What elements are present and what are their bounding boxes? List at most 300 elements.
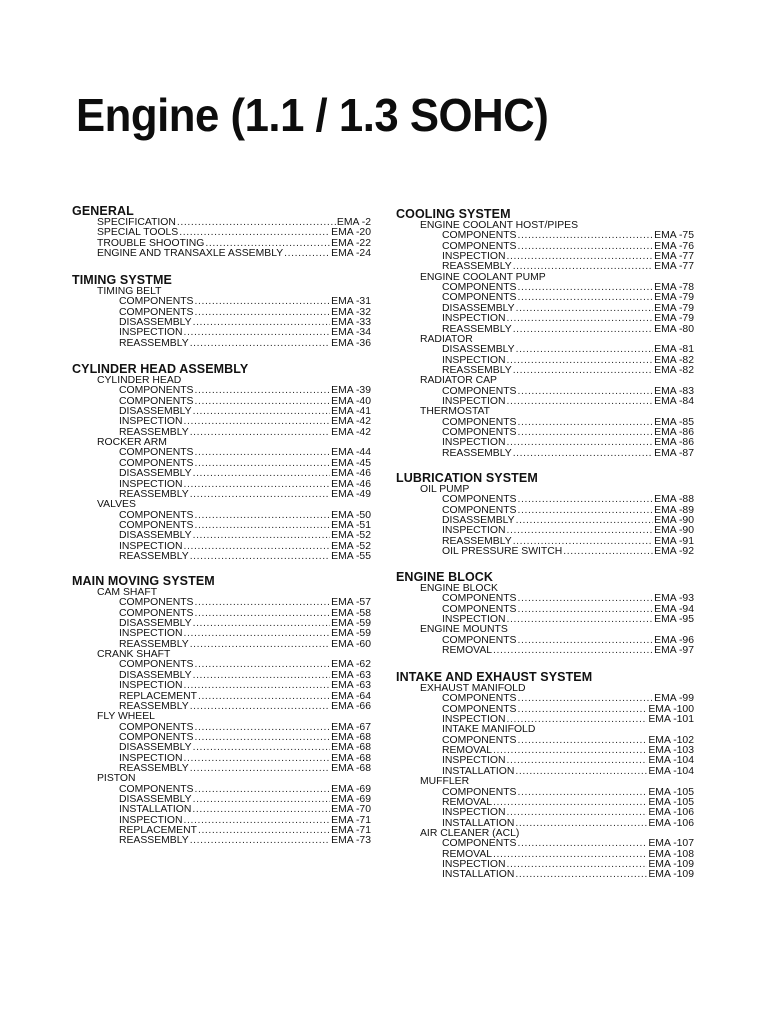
dot-leader [184, 754, 331, 764]
toc-entry-label: INSPECTION [442, 858, 506, 870]
toc-subsection-label: RADIATOR [420, 333, 473, 345]
toc-entry-label: COMPONENTS [442, 494, 517, 506]
toc-entry[interactable] [119, 805, 371, 815]
toc-entry-page: EMA -93 [654, 593, 694, 605]
dot-leader [194, 521, 330, 531]
dot-leader [194, 723, 330, 733]
dot-leader [184, 328, 331, 338]
toc-entry-page: EMA -70 [331, 804, 371, 816]
toc-entry-label: REASSEMBLY [119, 835, 189, 847]
dot-leader [513, 449, 653, 459]
toc-entry-label: INSPECTION [442, 614, 506, 626]
toc-subsection-label: ROCKER ARM [97, 437, 167, 449]
dot-leader [515, 767, 647, 777]
toc-entry-page: EMA -63 [331, 669, 371, 681]
toc-entry-page: EMA -20 [331, 227, 371, 239]
dot-leader [194, 733, 330, 743]
toc-entry-label: INSPECTION [119, 752, 183, 764]
toc-subsection-label: CRANK SHAFT [97, 649, 171, 661]
toc-entry-page: EMA -100 [648, 703, 694, 715]
toc-entry[interactable] [442, 293, 694, 303]
toc-entry-page: EMA -33 [331, 317, 371, 329]
dot-leader [517, 242, 653, 252]
dot-leader [513, 366, 653, 376]
toc-entry-page: EMA -82 [654, 354, 694, 366]
toc-entry-label: COMPONENTS [442, 593, 517, 605]
toc-entry[interactable] [442, 314, 694, 324]
toc-entry[interactable] [119, 764, 371, 774]
toc-entry-label: REASSEMBLY [442, 323, 512, 335]
toc-entry-page: EMA -45 [331, 457, 371, 469]
toc-entry-label: DISASSEMBLY [442, 302, 515, 314]
dot-leader [507, 756, 648, 766]
toc-entry-page: EMA -105 [648, 796, 694, 808]
dot-leader [507, 252, 654, 262]
dot-leader [194, 397, 330, 407]
toc-entry-label: COMPONENTS [119, 783, 194, 795]
toc-entry-label: DISASSEMBLY [119, 669, 192, 681]
toc-entry-label: INSPECTION [442, 395, 506, 407]
toc-entry[interactable] [119, 531, 371, 541]
dot-leader [516, 304, 654, 314]
toc-entry-label: INSPECTION [119, 680, 183, 692]
toc-entry[interactable] [442, 756, 694, 766]
toc-subsection-label: CYLINDER HEAD [97, 375, 182, 386]
toc-subsection-label: OIL PUMP [420, 484, 470, 495]
dot-leader [517, 428, 653, 438]
toc-entry-page: EMA -104 [648, 755, 694, 767]
toc-subsection-label: INTAKE MANIFOLD [442, 724, 536, 736]
toc-entry[interactable] [442, 839, 694, 849]
toc-subsection-label: ENGINE BLOCK [420, 583, 498, 594]
toc-entry-page: EMA -71 [331, 825, 371, 837]
toc-entry-label: REASSEMBLY [119, 337, 189, 349]
dot-leader [190, 836, 330, 846]
section-heading: TIMING SYSTME [72, 273, 172, 287]
toc-entry-page: EMA -107 [648, 838, 694, 850]
toc-entry[interactable] [442, 526, 694, 536]
dot-leader [179, 228, 330, 238]
dot-leader [190, 702, 330, 712]
toc-entry-label: REASSEMBLY [442, 261, 512, 273]
dot-leader [194, 386, 330, 396]
toc-entry-page: EMA -67 [331, 721, 371, 733]
toc-entry[interactable] [442, 547, 694, 557]
toc-entry-page: EMA -77 [654, 261, 694, 273]
toc-entry-page: EMA -92 [654, 546, 694, 558]
toc-entry-label: COMPONENTS [442, 385, 517, 397]
toc-entry-label: DISASSEMBLY [119, 406, 192, 418]
toc-entry-label: COMPONENTS [442, 693, 517, 705]
toc-entry[interactable] [442, 495, 694, 505]
toc-entry-page: EMA -39 [331, 385, 371, 397]
dot-leader [193, 671, 331, 681]
toc-entry-page: EMA -63 [331, 680, 371, 692]
dot-leader [516, 516, 654, 526]
dot-leader [507, 356, 654, 366]
toc-entry[interactable] [119, 328, 371, 338]
toc-entry-page: EMA -102 [648, 734, 694, 746]
toc-entry-page: EMA -87 [654, 447, 694, 459]
toc-entry-label: REASSEMBLY [119, 700, 189, 712]
toc-entry-page: EMA -108 [648, 848, 694, 860]
toc-subsection-label: FLY WHEEL [97, 711, 155, 723]
toc-entry[interactable] [119, 448, 371, 458]
toc-entry-page: EMA -89 [654, 504, 694, 516]
toc-subsection-label: MUFFLER [420, 776, 470, 788]
toc-entry-label: REPLACEMENT [119, 825, 197, 837]
toc-entry-page: EMA -52 [331, 540, 371, 552]
dot-leader [517, 283, 653, 293]
toc-entry-label: DISASSEMBLY [442, 515, 515, 527]
dot-leader [517, 605, 653, 615]
toc-entry[interactable] [442, 262, 694, 272]
toc-entry-label: COMPONENTS [442, 230, 517, 242]
dot-leader [515, 870, 647, 880]
toc-entry-page: EMA -88 [654, 494, 694, 506]
dot-leader [194, 297, 330, 307]
toc-entry[interactable] [119, 660, 371, 670]
toc-entry-page: EMA -68 [331, 762, 371, 774]
toc-entry-page: EMA -31 [331, 296, 371, 308]
dot-leader [184, 417, 331, 427]
toc-entry-label: INSTALLATION [442, 765, 515, 777]
dot-leader [507, 438, 654, 448]
toc-entry[interactable] [442, 870, 694, 880]
toc-entry-label: INSPECTION [442, 251, 506, 263]
toc-entry-label: ENGINE AND TRANSAXLE ASSEMBLY [97, 248, 284, 260]
toc-entry-page: EMA -86 [654, 437, 694, 449]
toc-entry[interactable] [442, 231, 694, 241]
dot-leader [194, 785, 330, 795]
toc-entry-page: EMA -44 [331, 447, 371, 459]
toc-entry-label: COMPONENTS [442, 603, 517, 615]
toc-entry-label: DISASSEMBLY [119, 530, 192, 542]
toc-entry-page: EMA -109 [648, 858, 694, 870]
toc-entry-label: COMPONENTS [119, 457, 194, 469]
toc-entry-label: COMPONENTS [442, 634, 517, 646]
toc-entry[interactable] [97, 228, 371, 238]
toc-entry-page: EMA -2 [336, 217, 371, 228]
dot-leader [193, 743, 331, 753]
dot-leader [194, 308, 330, 318]
toc-subsection-label: ENGINE COOLANT HOST/PIPES [420, 220, 579, 231]
toc-entry[interactable] [442, 767, 694, 777]
toc-entry-page: EMA -79 [654, 313, 694, 325]
toc-entry-label: REASSEMBLY [442, 535, 512, 547]
dot-leader [198, 826, 330, 836]
page-title: Engine (1.1 / 1.3 SOHC) [76, 89, 549, 141]
dot-leader [190, 490, 330, 500]
dot-leader [517, 736, 647, 746]
toc-entry[interactable] [97, 249, 371, 259]
dot-leader [507, 615, 654, 625]
dot-leader [517, 636, 653, 646]
toc-entry-label: DISASSEMBLY [119, 794, 192, 805]
toc-entry[interactable] [119, 681, 371, 691]
dot-leader [177, 218, 336, 228]
toc-entry-label: REASSEMBLY [119, 488, 189, 500]
dot-leader [190, 339, 330, 349]
dot-leader [194, 598, 330, 608]
toc-entry-label: INSPECTION [442, 313, 506, 325]
toc-entry[interactable] [442, 449, 694, 459]
toc-entry-label: REMOVAL [442, 745, 493, 757]
dot-leader [513, 262, 653, 272]
toc-entry-page: EMA -99 [654, 693, 694, 705]
dot-leader [517, 293, 653, 303]
toc-entry-label: INSPECTION [119, 327, 183, 339]
toc-entry[interactable] [119, 836, 371, 846]
toc-entry-label: REASSEMBLY [119, 426, 189, 438]
dot-leader [517, 387, 653, 397]
toc-entry-label: INSPECTION [442, 807, 506, 819]
toc-subsection-label: RADIATOR CAP [420, 375, 497, 387]
toc-entry[interactable] [119, 297, 371, 307]
toc-entry-label: INSPECTION [119, 540, 183, 552]
toc-entry-page: EMA -84 [654, 395, 694, 407]
toc-subsection-label: VALVES [97, 499, 136, 511]
dot-leader [563, 547, 653, 557]
toc-entry[interactable] [442, 694, 694, 704]
section-heading: MAIN MOVING SYSTEM [72, 574, 215, 588]
toc-entry-label: INSPECTION [442, 437, 506, 449]
toc-entry-label: OIL PRESSURE SWITCH [442, 546, 563, 558]
toc-entry-page: EMA -24 [331, 248, 371, 260]
toc-entry-page: EMA -42 [331, 416, 371, 428]
toc-subsection-label: AIR CLEANER (ACL) [420, 827, 520, 839]
toc-entry-page: EMA -46 [331, 468, 371, 480]
toc-entry-page: EMA -90 [654, 515, 694, 527]
toc-entry-label: DISASSEMBLY [119, 468, 192, 480]
toc-entry-label: DISASSEMBLY [442, 344, 515, 356]
toc-entry-page: EMA -34 [331, 327, 371, 339]
section-heading: INTAKE AND EXHAUST SYSTEM [396, 670, 593, 684]
toc-entry-label: COMPONENTS [119, 597, 194, 609]
toc-entry-label: COMPONENTS [442, 734, 517, 746]
toc-entry-label: INSTALLATION [119, 804, 192, 816]
toc-entry-page: EMA -41 [331, 406, 371, 418]
toc-entry-label: COMPONENTS [442, 292, 517, 304]
dot-leader [493, 798, 647, 808]
toc-entry-label: INSPECTION [119, 478, 183, 490]
toc-subsection-label: ENGINE COOLANT PUMP [420, 271, 546, 283]
toc-entry[interactable] [119, 480, 371, 490]
dot-leader [517, 839, 647, 849]
dot-leader [193, 318, 331, 328]
dot-leader [193, 531, 331, 541]
toc-entry-label: COMPONENTS [119, 607, 194, 619]
dot-leader [192, 805, 330, 815]
toc-entry[interactable] [119, 598, 371, 608]
dot-leader [507, 860, 648, 870]
dot-leader [493, 850, 647, 860]
toc-entry-page: EMA -82 [654, 364, 694, 376]
dot-leader [517, 418, 653, 428]
toc-entry-label: COMPONENTS [442, 427, 517, 438]
toc-entry[interactable] [442, 646, 694, 656]
toc-entry-page: EMA -52 [331, 530, 371, 542]
toc-entry-label: INSPECTION [442, 714, 506, 726]
toc-entry-page: EMA -83 [654, 385, 694, 397]
toc-entry-label: SPECIAL TOOLS [97, 227, 179, 239]
toc-entry-page: EMA -78 [654, 282, 694, 294]
toc-entry-page: EMA -59 [331, 618, 371, 630]
toc-entry-label: COMPONENTS [119, 731, 194, 743]
section-heading: LUBRICATION SYSTEM [396, 471, 538, 485]
toc-entry-page: EMA -69 [331, 783, 371, 795]
section-heading: ENGINE BLOCK [396, 570, 494, 584]
toc-entry[interactable] [119, 552, 371, 562]
toc-entry-label: REASSEMBLY [119, 638, 189, 650]
toc-entry-page: EMA -106 [648, 817, 694, 829]
dot-leader [190, 640, 330, 650]
toc-entry-page: EMA -55 [331, 550, 371, 562]
toc-entry-page: EMA -76 [654, 240, 694, 252]
dot-leader [190, 552, 330, 562]
toc-subsection-label: THERMOSTAT [420, 406, 491, 418]
toc-entry[interactable] [442, 808, 694, 818]
toc-entry-label: REMOVAL [442, 645, 493, 657]
toc-entry-page: EMA -104 [648, 765, 694, 777]
dot-leader [517, 694, 653, 704]
toc-entry-page: EMA -62 [331, 659, 371, 671]
toc-entry-label: REASSEMBLY [442, 447, 512, 459]
dot-leader [507, 314, 654, 324]
toc-entry[interactable] [119, 702, 371, 712]
toc-entry-label: COMPONENTS [442, 703, 517, 715]
toc-entry[interactable] [119, 692, 371, 702]
dot-leader [193, 469, 331, 479]
toc-entry-page: EMA -105 [648, 786, 694, 798]
toc-entry[interactable] [442, 438, 694, 448]
toc-entry-label: COMPONENTS [119, 306, 194, 318]
toc-entry[interactable] [119, 339, 371, 349]
toc-entry-page: EMA -40 [331, 395, 371, 407]
toc-entry-page: EMA -79 [654, 302, 694, 314]
toc-entry-page: EMA -91 [654, 535, 694, 547]
toc-entry[interactable] [119, 629, 371, 639]
toc-entry[interactable] [442, 788, 694, 798]
dot-leader [507, 397, 654, 407]
toc-entry-label: COMPONENTS [442, 838, 517, 850]
section-heading: CYLINDER HEAD ASSEMBLY [72, 362, 249, 376]
dot-leader [517, 495, 653, 505]
dot-leader [184, 480, 331, 490]
toc-entry-label: REASSEMBLY [119, 762, 189, 774]
toc-entry-label: REMOVAL [442, 848, 493, 860]
dot-leader [517, 231, 653, 241]
toc-entry-page: EMA -32 [331, 306, 371, 318]
section-heading: COOLING SYSTEM [396, 207, 511, 221]
dot-leader [194, 459, 330, 469]
dot-leader [194, 660, 330, 670]
dot-leader [517, 506, 653, 516]
toc-entry-label: INSPECTION [442, 354, 506, 366]
dot-leader [190, 764, 330, 774]
toc-entry-label: INSPECTION [442, 525, 506, 537]
dot-leader [517, 788, 647, 798]
toc-entry-label: COMPONENTS [442, 416, 517, 428]
dot-leader [193, 795, 331, 805]
toc-entry-label: REASSEMBLY [442, 364, 512, 376]
toc-entry-label: COMPONENTS [119, 447, 194, 459]
toc-entry[interactable] [442, 594, 694, 604]
toc-entry-page: EMA -68 [331, 752, 371, 764]
toc-entry-page: EMA -101 [648, 714, 694, 726]
toc-subsection-label: TIMING BELT [97, 286, 162, 297]
toc-entry[interactable] [119, 490, 371, 500]
dot-leader [517, 705, 647, 715]
toc-entry-page: EMA -50 [331, 509, 371, 521]
dot-leader [517, 594, 653, 604]
toc-entry-label: DISASSEMBLY [119, 742, 192, 754]
toc-subsection-label: EXHAUST MANIFOLD [420, 683, 526, 694]
toc-entry-label: TROUBLE SHOOTING [97, 237, 205, 249]
dot-leader [184, 816, 331, 826]
toc-entry-page: EMA -75 [654, 230, 694, 242]
toc-entry[interactable] [442, 325, 694, 335]
toc-entry-page: EMA -22 [331, 237, 371, 249]
dot-leader [284, 249, 330, 259]
toc-entry-label: COMPONENTS [119, 659, 194, 671]
dot-leader [194, 609, 330, 619]
toc-entry[interactable] [119, 386, 371, 396]
toc-entry-page: EMA -60 [331, 638, 371, 650]
dot-leader [190, 428, 330, 438]
toc-entry-page: EMA -109 [648, 869, 694, 881]
section-heading: GENERAL [72, 204, 134, 218]
toc-entry-page: EMA -51 [331, 519, 371, 531]
dot-leader [193, 407, 331, 417]
toc-entry-label: INSPECTION [442, 755, 506, 767]
toc-entry-page: EMA -49 [331, 488, 371, 500]
toc-entry-label: INSPECTION [119, 628, 183, 640]
toc-entry-label: REMOVAL [442, 796, 493, 808]
toc-entry-label: COMPONENTS [119, 296, 194, 308]
toc-entry[interactable] [119, 469, 371, 479]
toc-entry-label: INSPECTION [119, 416, 183, 428]
toc-entry-label: REASSEMBLY [119, 550, 189, 562]
toc-entry-page: EMA -79 [654, 292, 694, 304]
dot-leader [184, 629, 331, 639]
toc-entry-page: EMA -94 [654, 603, 694, 615]
toc-entry-label: INSTALLATION [442, 817, 515, 829]
toc-entry[interactable] [119, 743, 371, 753]
dot-leader [184, 681, 331, 691]
toc-entry-page: EMA -96 [654, 634, 694, 646]
toc-entry-label: COMPONENTS [442, 504, 517, 516]
toc-entry[interactable] [442, 345, 694, 355]
toc-entry-page: EMA -81 [654, 344, 694, 356]
toc-entry-label: INSPECTION [119, 814, 183, 826]
toc-entry-page: EMA -95 [654, 614, 694, 626]
toc-entry-label: INSTALLATION [442, 869, 515, 881]
toc-entry-label: DISASSEMBLY [119, 618, 192, 630]
toc-entry-label: COMPONENTS [119, 509, 194, 521]
toc-entry[interactable] [119, 417, 371, 427]
toc-entry-page: EMA -66 [331, 700, 371, 712]
toc-entry-page: EMA -46 [331, 478, 371, 490]
toc-entry-page: EMA -68 [331, 731, 371, 743]
toc-entry-page: EMA -57 [331, 597, 371, 609]
dot-leader [194, 511, 330, 521]
toc-entry-label: COMPONENTS [442, 282, 517, 294]
toc-entry-label: SPECIFICATION [97, 217, 176, 228]
dot-leader [193, 619, 331, 629]
dot-leader [493, 746, 647, 756]
dot-leader [516, 345, 654, 355]
